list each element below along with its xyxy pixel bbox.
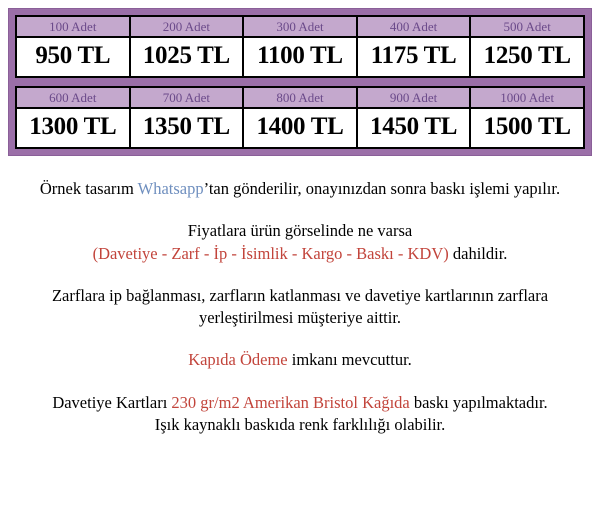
price-value: 1300 TL	[29, 113, 117, 140]
pricing-cell	[356, 15, 472, 78]
quantity-label: 400 Adet	[358, 17, 470, 38]
quantity-label: 500 Adet	[471, 17, 583, 38]
notes-section	[0, 156, 600, 436]
included-items-highlight: (Davetiye - Zarf - İp - İsimlik - Kargo - Baskı - KDV)	[92, 243, 449, 263]
note-text: Işık kaynaklı baskıda renk farklılığı olabilir.	[154, 414, 446, 434]
quantity-label: 100 Adet	[17, 17, 129, 38]
price-value: 1350 TL	[142, 113, 230, 140]
price-value: 1450 TL	[370, 113, 458, 140]
quantity-label: 300 Adet	[244, 17, 356, 38]
note-line	[10, 392, 590, 414]
cash-on-delivery-highlight: Kapıda Ödeme	[188, 350, 288, 370]
price-value: 1250 TL	[483, 42, 571, 69]
price-value: 1400 TL	[256, 113, 344, 140]
note-text: imkanı mevcuttur.	[287, 350, 412, 370]
quantity-label: 800 Adet	[244, 88, 356, 109]
price-value: 1175 TL	[370, 42, 457, 69]
whatsapp-highlight: Whatsapp	[137, 179, 204, 198]
note-text: Fiyatlara ürün görselinde ne varsa	[187, 221, 413, 241]
pricing-cell	[356, 86, 472, 149]
note-cash-on-delivery	[10, 349, 590, 371]
quantity-label: 700 Adet	[131, 88, 243, 109]
note-line	[10, 243, 590, 265]
note-text: ’tan gönderilir, onayınızdan sonra baskı işlemi yapılır.	[203, 179, 561, 198]
note-text: Davetiye Kartları	[52, 392, 172, 412]
note-text: yerleştirilmesi müşteriye aittir.	[198, 308, 402, 328]
note-text: baskı yapılmaktadır.	[409, 392, 548, 412]
pricing-panel	[8, 8, 592, 156]
note-text: dahildir.	[448, 243, 508, 263]
price-value: 1025 TL	[142, 42, 230, 69]
note-price-includes	[10, 220, 590, 265]
pricing-row	[15, 86, 585, 149]
quantity-label: 200 Adet	[131, 17, 243, 38]
note-text: Zarflara ip bağlanması, zarfların katlanması ve davetiye kartlarının zarflara	[51, 285, 549, 305]
paper-type-highlight: 230 gr/m2 Amerikan Bristol Kağıda	[171, 392, 410, 412]
quantity-label: 1000 Adet	[471, 88, 583, 109]
note-customer-responsibility	[10, 285, 590, 330]
pricing-cell	[242, 15, 358, 78]
price-value: 950 TL	[35, 42, 111, 69]
pricing-cell	[15, 15, 131, 78]
pricing-cell	[242, 86, 358, 149]
pricing-cell	[129, 86, 245, 149]
pricing-cell	[469, 15, 585, 78]
note-text: Örnek tasarım	[39, 179, 138, 198]
pricing-row	[15, 15, 585, 78]
pricing-cell	[129, 15, 245, 78]
price-value: 1500 TL	[483, 113, 571, 140]
pricing-cell	[469, 86, 585, 149]
note-paper-quality	[10, 392, 590, 437]
quantity-label: 900 Adet	[358, 88, 470, 109]
pricing-cell	[15, 86, 131, 149]
price-value: 1100 TL	[257, 42, 343, 69]
note-design-approval	[10, 178, 590, 200]
quantity-label: 600 Adet	[17, 88, 129, 109]
